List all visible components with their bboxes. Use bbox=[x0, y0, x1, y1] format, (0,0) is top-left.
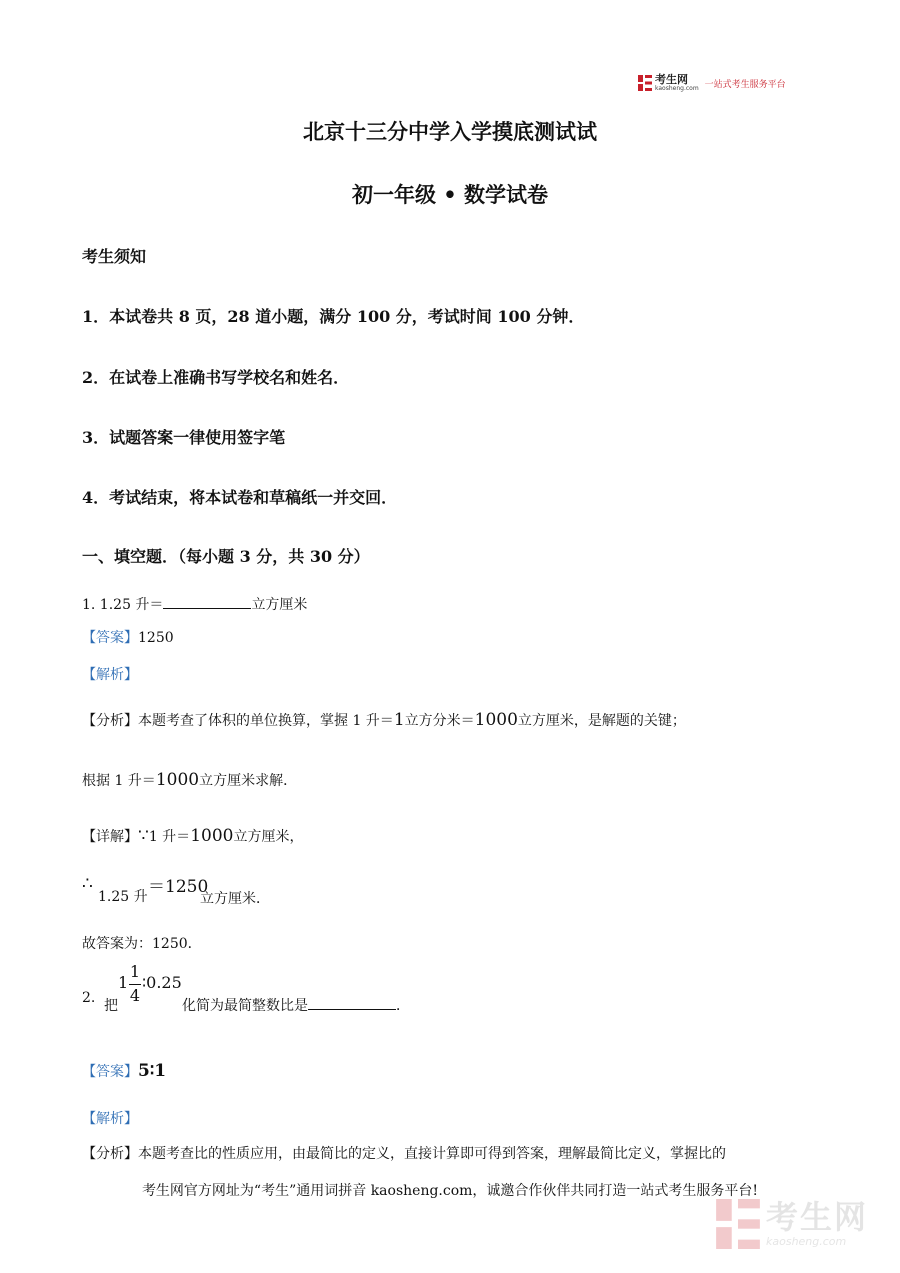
q1-conclusion: 故答案为：1250． bbox=[82, 936, 202, 952]
q2-suffix: 化简为最简整数比是 bbox=[182, 998, 308, 1014]
q2-end: ． bbox=[396, 998, 410, 1014]
q1-prefix: 1. 1.25 升＝ bbox=[82, 597, 164, 613]
q1-analysis-text: 根据 1 升＝ bbox=[82, 773, 156, 789]
q1-suffix: 立方厘米 bbox=[251, 597, 308, 613]
q2-whole: 1 bbox=[118, 973, 129, 992]
kaosheng-logo-icon bbox=[638, 75, 652, 91]
detail-label: 【详解】 bbox=[82, 829, 138, 845]
brand-slogan: 一站式考生服务平台 bbox=[704, 79, 786, 90]
fraction-bar bbox=[129, 984, 141, 985]
notice-item: 2．在试卷上准确书写学校名和姓名． bbox=[82, 368, 350, 387]
q1-analysis-text: 本题考查了体积的单位换算，掌握 1 升＝ bbox=[138, 713, 394, 729]
watermark-name: 考生网 bbox=[766, 1198, 869, 1236]
brand-name: 考生网 bbox=[655, 73, 688, 86]
analysis-tag: 【解析】 bbox=[82, 667, 138, 683]
q2-ratio-tail: ∶0.25 bbox=[142, 973, 182, 992]
q2-answer: 5∶1 bbox=[138, 1061, 167, 1081]
q1-therefore-c: 立方厘米． bbox=[200, 891, 270, 907]
answer-blank bbox=[163, 594, 251, 609]
q1-analysis-line2 bbox=[82, 770, 297, 790]
notice-item: 3．试题答案一律使用签字笔 bbox=[82, 428, 286, 447]
q1-detail-num: 1000 bbox=[190, 826, 234, 846]
watermark-logo-icon bbox=[716, 1199, 760, 1249]
analysis-label: 【分析】 bbox=[82, 1146, 138, 1162]
q1-therefore-b: ＝1250 bbox=[148, 877, 209, 897]
q1-detail-text: 1 升＝ bbox=[148, 829, 191, 845]
q1-answer-line bbox=[82, 627, 174, 647]
page-subtitle: 初一年级 • 数学试卷 bbox=[351, 182, 549, 207]
q1-analysis-num: 1000 bbox=[155, 770, 200, 790]
analysis-tag: 【解析】 bbox=[82, 1111, 138, 1127]
because-symbol: ∵ bbox=[138, 826, 149, 846]
q1-analysis-text: 立方分米＝ bbox=[404, 713, 475, 729]
q1-therefore-a: 1.25 升 bbox=[98, 889, 148, 905]
question-1 bbox=[82, 594, 307, 614]
notice-item: 1．本试卷共 8 页，28 道小题，满分 100 分，考试时间 100 分钟． bbox=[82, 307, 585, 326]
brand-domain: kaosheng.com bbox=[655, 85, 699, 92]
therefore-symbol: ∴ bbox=[82, 874, 93, 894]
header-brand bbox=[638, 72, 786, 94]
analysis-label: 【分析】 bbox=[82, 713, 138, 729]
q2-denominator: 4 bbox=[129, 986, 141, 1005]
answer-tag: 【答案】 bbox=[82, 630, 138, 646]
q2-question bbox=[182, 995, 410, 1015]
answer-blank bbox=[308, 995, 396, 1010]
notice-heading: 考生须知 bbox=[82, 247, 147, 266]
q1-analysis-text: 立方厘米，是解题的关键； bbox=[517, 713, 686, 729]
q2-answer-line bbox=[82, 1061, 166, 1081]
watermark-domain: kaosheng.com bbox=[766, 1235, 847, 1248]
q2-numerator: 1 bbox=[129, 962, 141, 981]
section-heading: 一、填空题．（每小题 3 分，共 30 分） bbox=[82, 547, 370, 566]
footer-text: 考生网官方网址为“考生”通用词拼音 kaosheng.com，诚邀合作伙伴共同打造一站式考生服务平台! bbox=[141, 1183, 759, 1199]
q1-analysis bbox=[82, 710, 686, 730]
q1-detail-text: 立方厘米， bbox=[233, 829, 304, 845]
q2-prefix: 把 bbox=[104, 998, 118, 1014]
answer-tag: 【答案】 bbox=[82, 1064, 138, 1080]
q1-detail bbox=[82, 826, 303, 846]
q1-analysis-text: 立方厘米求解． bbox=[199, 773, 298, 789]
q2-number: 2. bbox=[82, 990, 96, 1006]
watermark bbox=[716, 1199, 868, 1249]
notice-item: 4．考试结束，将本试卷和草稿纸一并交回． bbox=[82, 488, 398, 507]
q1-answer: 1250 bbox=[138, 630, 174, 646]
q1-analysis-num: 1000 bbox=[474, 710, 518, 730]
q2-analysis bbox=[82, 1143, 726, 1163]
q2-analysis-text: 本题考查比的性质应用，由最简比的定义，直接计算即可得到答案，理解最简比定义，掌握比的 bbox=[138, 1146, 726, 1162]
page-title: 北京十三分中学入学摸底测试试 bbox=[303, 119, 597, 144]
q1-analysis-num: 1 bbox=[393, 710, 405, 730]
